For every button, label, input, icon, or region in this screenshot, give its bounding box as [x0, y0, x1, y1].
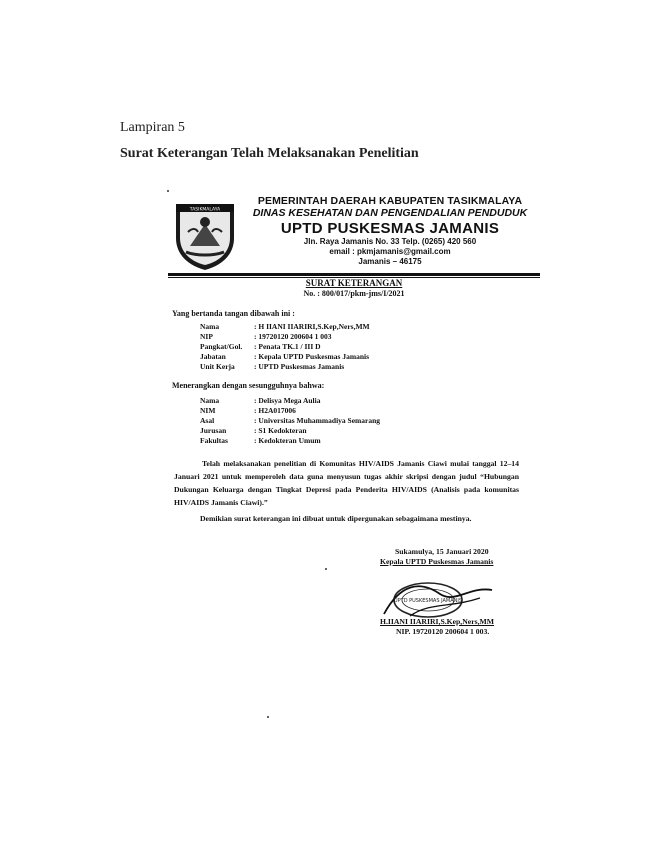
- logo-text: TASIKMALAYA: [189, 207, 221, 213]
- detail-label: NIM: [200, 406, 216, 415]
- signer-intro: Yang bertanda tangan dibawah ini :: [172, 309, 295, 318]
- surat-title: SURAT KETERANGAN: [305, 278, 403, 288]
- kabupaten-logo: [170, 198, 240, 272]
- kop-line-3: UPTD PUSKESMAS JAMANIS: [280, 220, 500, 237]
- letterhead: [240, 195, 540, 267]
- detail-label: Fakultas: [200, 436, 228, 445]
- detail-value: : Kedokteran Umum: [254, 436, 321, 445]
- speck: [167, 190, 169, 192]
- body-paragraph: [174, 457, 519, 509]
- surat-number: No. : 800/017/pkm-jms/I/2021: [303, 289, 405, 298]
- detail-label: Jurusan: [200, 426, 227, 435]
- signer-name: H.IIANI IIARIRI,S.Kep,Ners,MM: [380, 617, 495, 626]
- detail-value: : S1 Kedokteran: [254, 426, 307, 435]
- detail-value: : Penata TK.1 / III D: [254, 342, 321, 351]
- detail-label: Nama: [200, 322, 220, 331]
- signer-details: [200, 322, 500, 374]
- detail-label: Asal: [200, 416, 215, 425]
- detail-value: : Universitas Muhammadiya Semarang: [254, 416, 381, 425]
- detail-value: : H IIANI IIARIRI,S.Kep,Ners,MM: [254, 322, 370, 331]
- closing-paragraph: Demikian surat keterangan ini dibuat untuk dipergunakan sebagaimana mestinya.: [200, 514, 472, 523]
- kop-city: Jamanis – 46175: [358, 257, 422, 266]
- letterhead-rule-thick: [168, 273, 540, 276]
- student-intro: Menerangkan dengan sesungguhnya bahwa:: [172, 381, 325, 390]
- signature-place-date: Sukamulya, 15 Januari 2020: [395, 547, 489, 556]
- student-details: [200, 396, 500, 448]
- detail-label: Pangkat/Gol.: [200, 342, 243, 351]
- kop-line-2: DINAS KESEHATAN DAN PENGENDALIAN PENDUDUK: [252, 207, 528, 219]
- kop-email: email : pkmjamanis@gmail.com: [329, 247, 451, 256]
- detail-label: Nama: [200, 396, 220, 405]
- detail-value: : UPTD Puskesmas Jamanis: [254, 362, 345, 371]
- detail-value: : 19720120 200604 1 003: [254, 332, 332, 341]
- detail-label: Jabatan: [200, 352, 226, 361]
- detail-value: : Kepala UPTD Puskesmas Jamanis: [254, 352, 370, 361]
- detail-value: : Delisya Mega Aulia: [254, 396, 321, 405]
- speck: [267, 716, 269, 718]
- lampiran-label: Lampiran 5: [120, 120, 185, 135]
- detail-label: Unit Kerja: [200, 362, 235, 371]
- page-heading: Surat Keterangan Telah Melaksanakan Penelitian: [120, 146, 419, 161]
- stamp-text: UPTD PUSKESMAS JAMANIS: [393, 598, 463, 604]
- signature-role: Kepala UPTD Puskesmas Jamanis: [380, 557, 494, 566]
- body-text: Telah melaksanakan penelitian di Komunitas HIV/AIDS Jamanis Ciawi mulai tanggal 12–14 Januari 2021 untuk memperoleh data guna menyusun tugas akhir skripsi dengan judul “Hubungan Dukungan Keluarga dengan Tingkat Depresi pada Penderita HIV/AIDS (Analisis pada komunitas HIV/AIDS Jamanis Ciawi).”: [174, 459, 519, 507]
- kop-line-1: PEMERINTAH DAERAH KABUPATEN TASIKMALAYA: [257, 195, 523, 207]
- kop-address: Jln. Raya Jamanis No. 33 Telp. (0265) 420 560: [303, 237, 477, 246]
- detail-label: NIP: [200, 332, 213, 341]
- signer-nip: NIP. 19720120 200604 1 003.: [396, 627, 490, 636]
- detail-value: : H2A017006: [254, 406, 296, 415]
- speck: [325, 568, 327, 570]
